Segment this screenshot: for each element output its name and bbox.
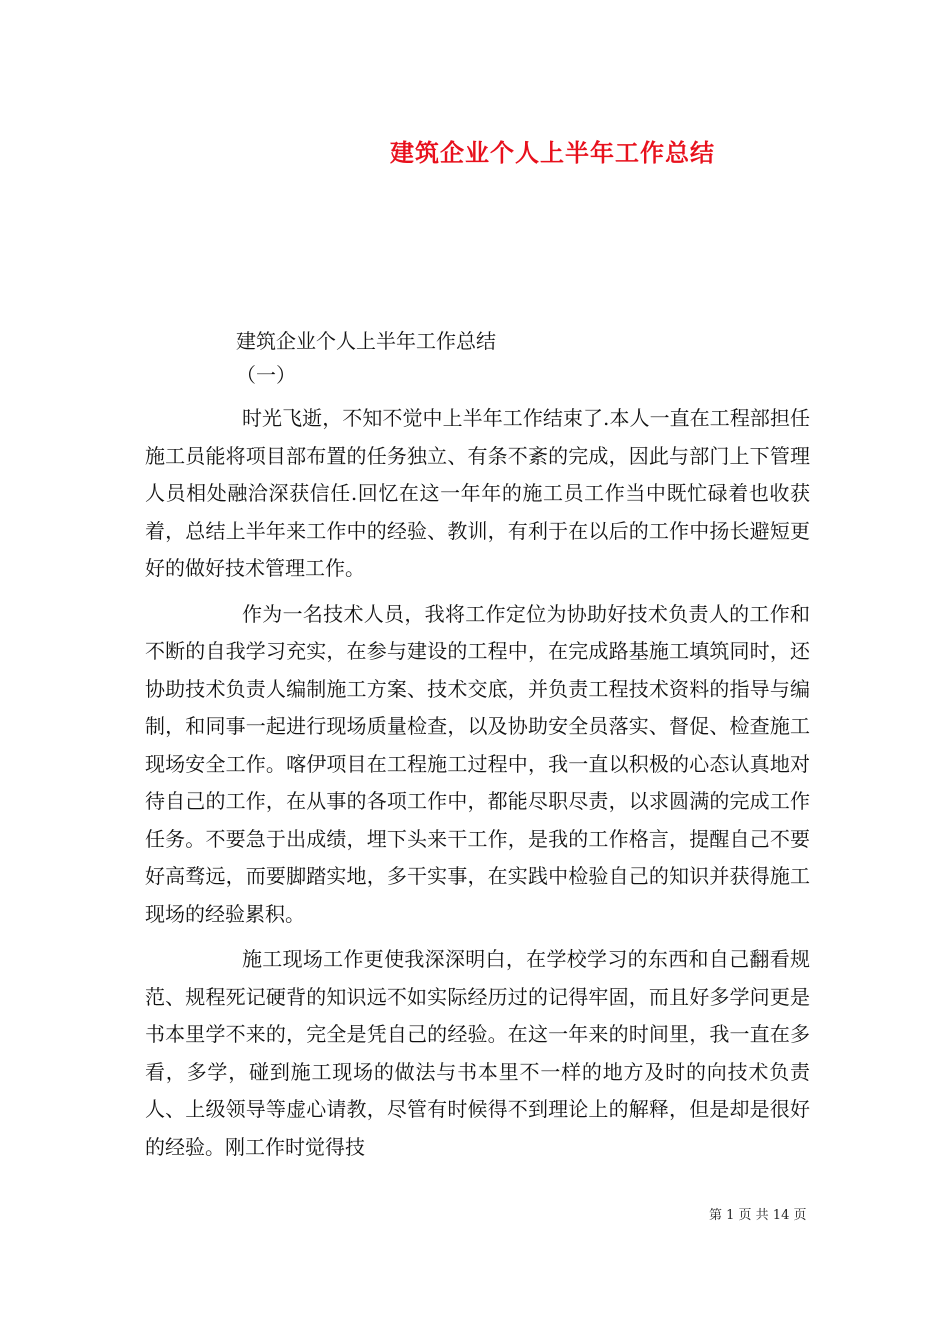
paragraph-3: 施工现场工作更使我深深明白，在学校学习的东西和自己翻看规范、规程死记硬背的知识远不如实际经历过的记得牢固，而且好多学问更是书本里学不来的，完全是凭自己的经验。在这一年来的时间里，我一直在多看，多学，碰到施工现场的做法与书本里不一样的地方及时的向技术负责人、上级领导等虚心请教，尽管有时候得不到理论上的解释，但是却是很好的经验。刚工作时觉得技	[145, 947, 810, 1159]
paragraph-2: 作为一名技术人员，我将工作定位为协助好技术负责人的工作和不断的自我学习充实，在参与建设的工程中，在完成路基施工填筑同时，还协助技术负责人编制施工方案、技术交底，并负责工程技术资料的指导与编制，和同事一起进行现场质量检查，以及协助安全员落实、督促、检查施工现场安全工作。喀伊项目在工程施工过程中，我一直以积极的心态认真地对待自己的工作，在从事的各项工作中，都能尽职尽责，以求圆满的完成工作任务。不要急于出成绩，埋下头来干工作，是我的工作格言，提醒自己不要好高骛远，而要脚踏实地，多干实事，在实践中检验自己的知识并获得施工现场的经验累积。	[145, 601, 810, 926]
body-text	[145, 400, 810, 1174]
section-number: （一）	[236, 363, 296, 387]
page-number-footer: 第 1 页 共 14 页	[709, 1208, 807, 1223]
paragraph-1: 时光飞逝，不知不觉中上半年工作结束了.本人一直在工程部担任施工员能将项目部布置的任务独立、有条不紊的完成，因此与部门上下管理人员相处融洽深获信任.回忆在这一年年的施工员工作当中既忙碌着也收获着，总结上半年来工作中的经验、教训，有利于在以后的工作中扬长避短更好的做好技术管理工作。	[145, 406, 810, 580]
document-title: 建筑企业个人上半年工作总结	[390, 138, 715, 167]
document-subtitle: 建筑企业个人上半年工作总结	[236, 329, 496, 353]
